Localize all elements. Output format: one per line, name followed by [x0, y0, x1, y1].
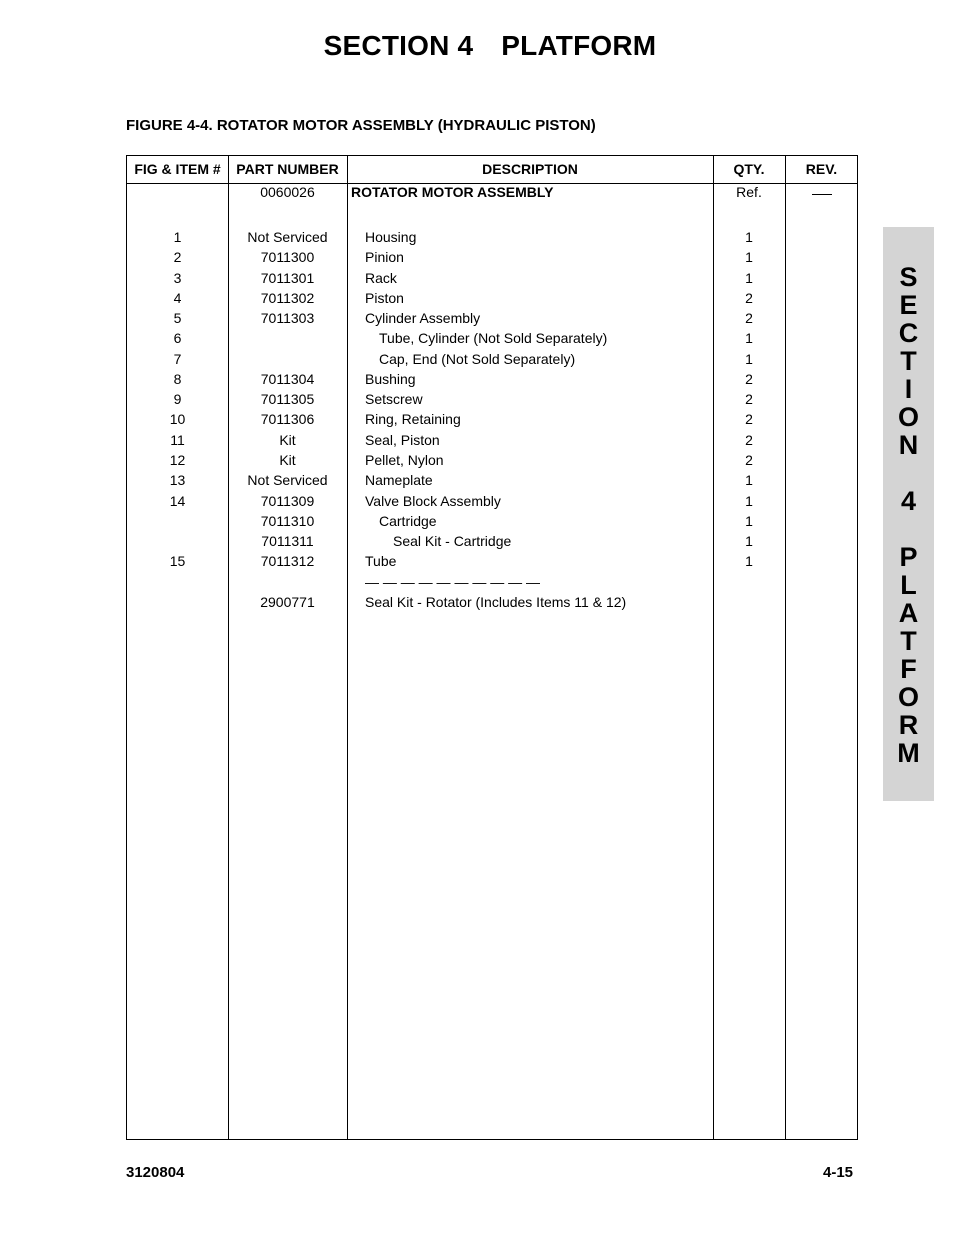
- table-row: [127, 553, 857, 573]
- part-number-cell: 7011311: [261, 533, 314, 549]
- description-cell: Seal Kit - Cartridge: [393, 533, 512, 549]
- description-cell: Piston: [365, 290, 404, 306]
- description-cell: Pellet, Nylon: [365, 452, 444, 468]
- table-header: [127, 156, 857, 184]
- side-tab-letter: M: [897, 738, 920, 768]
- fig-item-cell: 15: [169, 553, 186, 569]
- table-row: [127, 270, 857, 290]
- part-number-cell: 7011306: [260, 411, 315, 427]
- header-fig-item: FIG & ITEM #: [134, 161, 221, 177]
- side-tab-letter: O: [897, 402, 919, 432]
- header-rev: REV.: [805, 161, 838, 177]
- header-description: DESCRIPTION: [482, 161, 578, 177]
- part-number-cell: 7011302: [260, 290, 315, 306]
- part-number-cell: 0060026: [260, 184, 315, 200]
- fig-item-cell: 5: [173, 310, 182, 326]
- description-cell: Ring, Retaining: [365, 411, 461, 427]
- fig-item-cell: 13: [169, 472, 186, 488]
- part-number-cell: 7011304: [260, 371, 315, 387]
- description-cell: Cartridge: [379, 513, 437, 529]
- side-tab-letter: L: [900, 570, 917, 600]
- rev-dash: [812, 194, 832, 195]
- table-row: [127, 472, 857, 492]
- side-tab-letter: 4: [900, 486, 917, 516]
- part-number-cell: 7011305: [260, 391, 315, 407]
- doc-number: 3120804: [126, 1164, 185, 1181]
- qty-cell: 2: [745, 391, 753, 407]
- description-cell: Seal, Piston: [365, 432, 440, 448]
- qty-cell: 1: [745, 553, 753, 569]
- header-part-number: PART NUMBER: [236, 161, 339, 177]
- table-row: [127, 229, 857, 249]
- part-number-cell: Not Serviced: [247, 472, 328, 488]
- qty-cell: 2: [745, 310, 753, 326]
- fig-item-cell: 9: [173, 391, 182, 407]
- fig-item-cell: 8: [173, 371, 182, 387]
- fig-item-cell: 7: [173, 351, 182, 367]
- part-number-cell: 7011303: [260, 310, 315, 326]
- section-label: SECTION 4: [323, 30, 474, 61]
- page-number: 4-15: [823, 1164, 854, 1181]
- description-cell: Valve Block Assembly: [365, 493, 501, 509]
- qty-cell: 1: [745, 472, 753, 488]
- side-tab-letter: R: [898, 710, 919, 740]
- qty-cell: 2: [745, 290, 753, 306]
- qty-cell: Ref.: [736, 184, 762, 200]
- page-title: [0, 30, 954, 62]
- side-tab-letter: I: [904, 374, 913, 404]
- fig-item-cell: 2: [173, 249, 182, 265]
- qty-cell: 1: [745, 270, 753, 286]
- table-row: [127, 411, 857, 431]
- table-row: [127, 330, 857, 350]
- table-row: [127, 184, 857, 204]
- part-number-cell: 7011301: [260, 270, 315, 286]
- table-row: [127, 452, 857, 472]
- table-row: [127, 351, 857, 371]
- description-cell: Setscrew: [365, 391, 423, 407]
- description-cell: ROTATOR MOTOR ASSEMBLY: [351, 184, 554, 200]
- side-tab-letter: S: [899, 262, 918, 292]
- table-row: [127, 310, 857, 330]
- fig-item-cell: 3: [173, 270, 182, 286]
- qty-cell: 1: [745, 249, 753, 265]
- side-tab-letter: E: [899, 290, 918, 320]
- header-qty: QTY.: [733, 161, 765, 177]
- fig-item-cell: 4: [173, 290, 182, 306]
- part-number-cell: 7011300: [260, 249, 315, 265]
- qty-cell: 1: [745, 229, 753, 245]
- side-tab-letter: P: [899, 542, 918, 572]
- qty-cell: 2: [745, 452, 753, 468]
- qty-cell: 2: [745, 432, 753, 448]
- table-row: [127, 391, 857, 411]
- section-side-tab: [883, 227, 934, 801]
- description-cell: Bushing: [365, 371, 416, 387]
- side-tab-letter: A: [898, 598, 919, 628]
- side-tab-letter: N: [898, 430, 919, 460]
- side-tab-letter: T: [900, 626, 917, 656]
- part-number-cell: 2900771: [260, 594, 315, 610]
- qty-cell: 1: [745, 533, 753, 549]
- part-number-cell: 7011309: [260, 493, 315, 509]
- description-cell: Cap, End (Not Sold Separately): [379, 351, 576, 367]
- description-cell: Rack: [365, 270, 397, 286]
- table-row: [127, 290, 857, 310]
- part-number-cell: Kit: [279, 432, 296, 448]
- description-cell: — — — — — — — — — —: [365, 574, 541, 590]
- parts-table: [126, 155, 858, 1140]
- qty-cell: 2: [745, 411, 753, 427]
- description-cell: Seal Kit - Rotator (Includes Items 11 & 12): [365, 594, 627, 610]
- section-name: PLATFORM: [501, 30, 657, 61]
- figure-title: FIGURE 4-4. ROTATOR MOTOR ASSEMBLY (HYDRAULIC PISTON): [126, 117, 596, 134]
- description-cell: Tube, Cylinder (Not Sold Separately): [379, 330, 608, 346]
- fig-item-cell: 6: [173, 330, 182, 346]
- qty-cell: 1: [745, 513, 753, 529]
- qty-cell: 1: [745, 493, 753, 509]
- fig-item-cell: 14: [169, 493, 186, 509]
- fig-item-cell: 12: [169, 452, 186, 468]
- description-cell: Tube: [365, 553, 397, 569]
- qty-cell: 1: [745, 330, 753, 346]
- table-row: [127, 432, 857, 452]
- part-number-cell: Kit: [279, 452, 296, 468]
- qty-cell: 2: [745, 371, 753, 387]
- part-number-cell: Not Serviced: [247, 229, 328, 245]
- fig-item-cell: 1: [173, 229, 182, 245]
- table-row: [127, 533, 857, 553]
- description-cell: Pinion: [365, 249, 404, 265]
- table-row: [127, 574, 857, 594]
- fig-item-cell: 11: [170, 432, 185, 448]
- description-cell: Housing: [365, 229, 417, 245]
- description-cell: Nameplate: [365, 472, 433, 488]
- part-number-cell: 7011312: [260, 553, 315, 569]
- part-number-cell: 7011310: [260, 513, 315, 529]
- side-tab-letter: F: [900, 654, 917, 684]
- side-tab-letter: C: [898, 318, 919, 348]
- table-row: [127, 513, 857, 533]
- description-cell: Cylinder Assembly: [365, 310, 481, 326]
- table-row: [127, 371, 857, 391]
- side-tab-letter: T: [900, 346, 917, 376]
- table-row: [127, 249, 857, 269]
- table-row: [127, 493, 857, 513]
- side-tab-letter: O: [897, 682, 919, 712]
- qty-cell: 1: [745, 351, 753, 367]
- fig-item-cell: 10: [169, 411, 186, 427]
- table-row: [127, 594, 857, 614]
